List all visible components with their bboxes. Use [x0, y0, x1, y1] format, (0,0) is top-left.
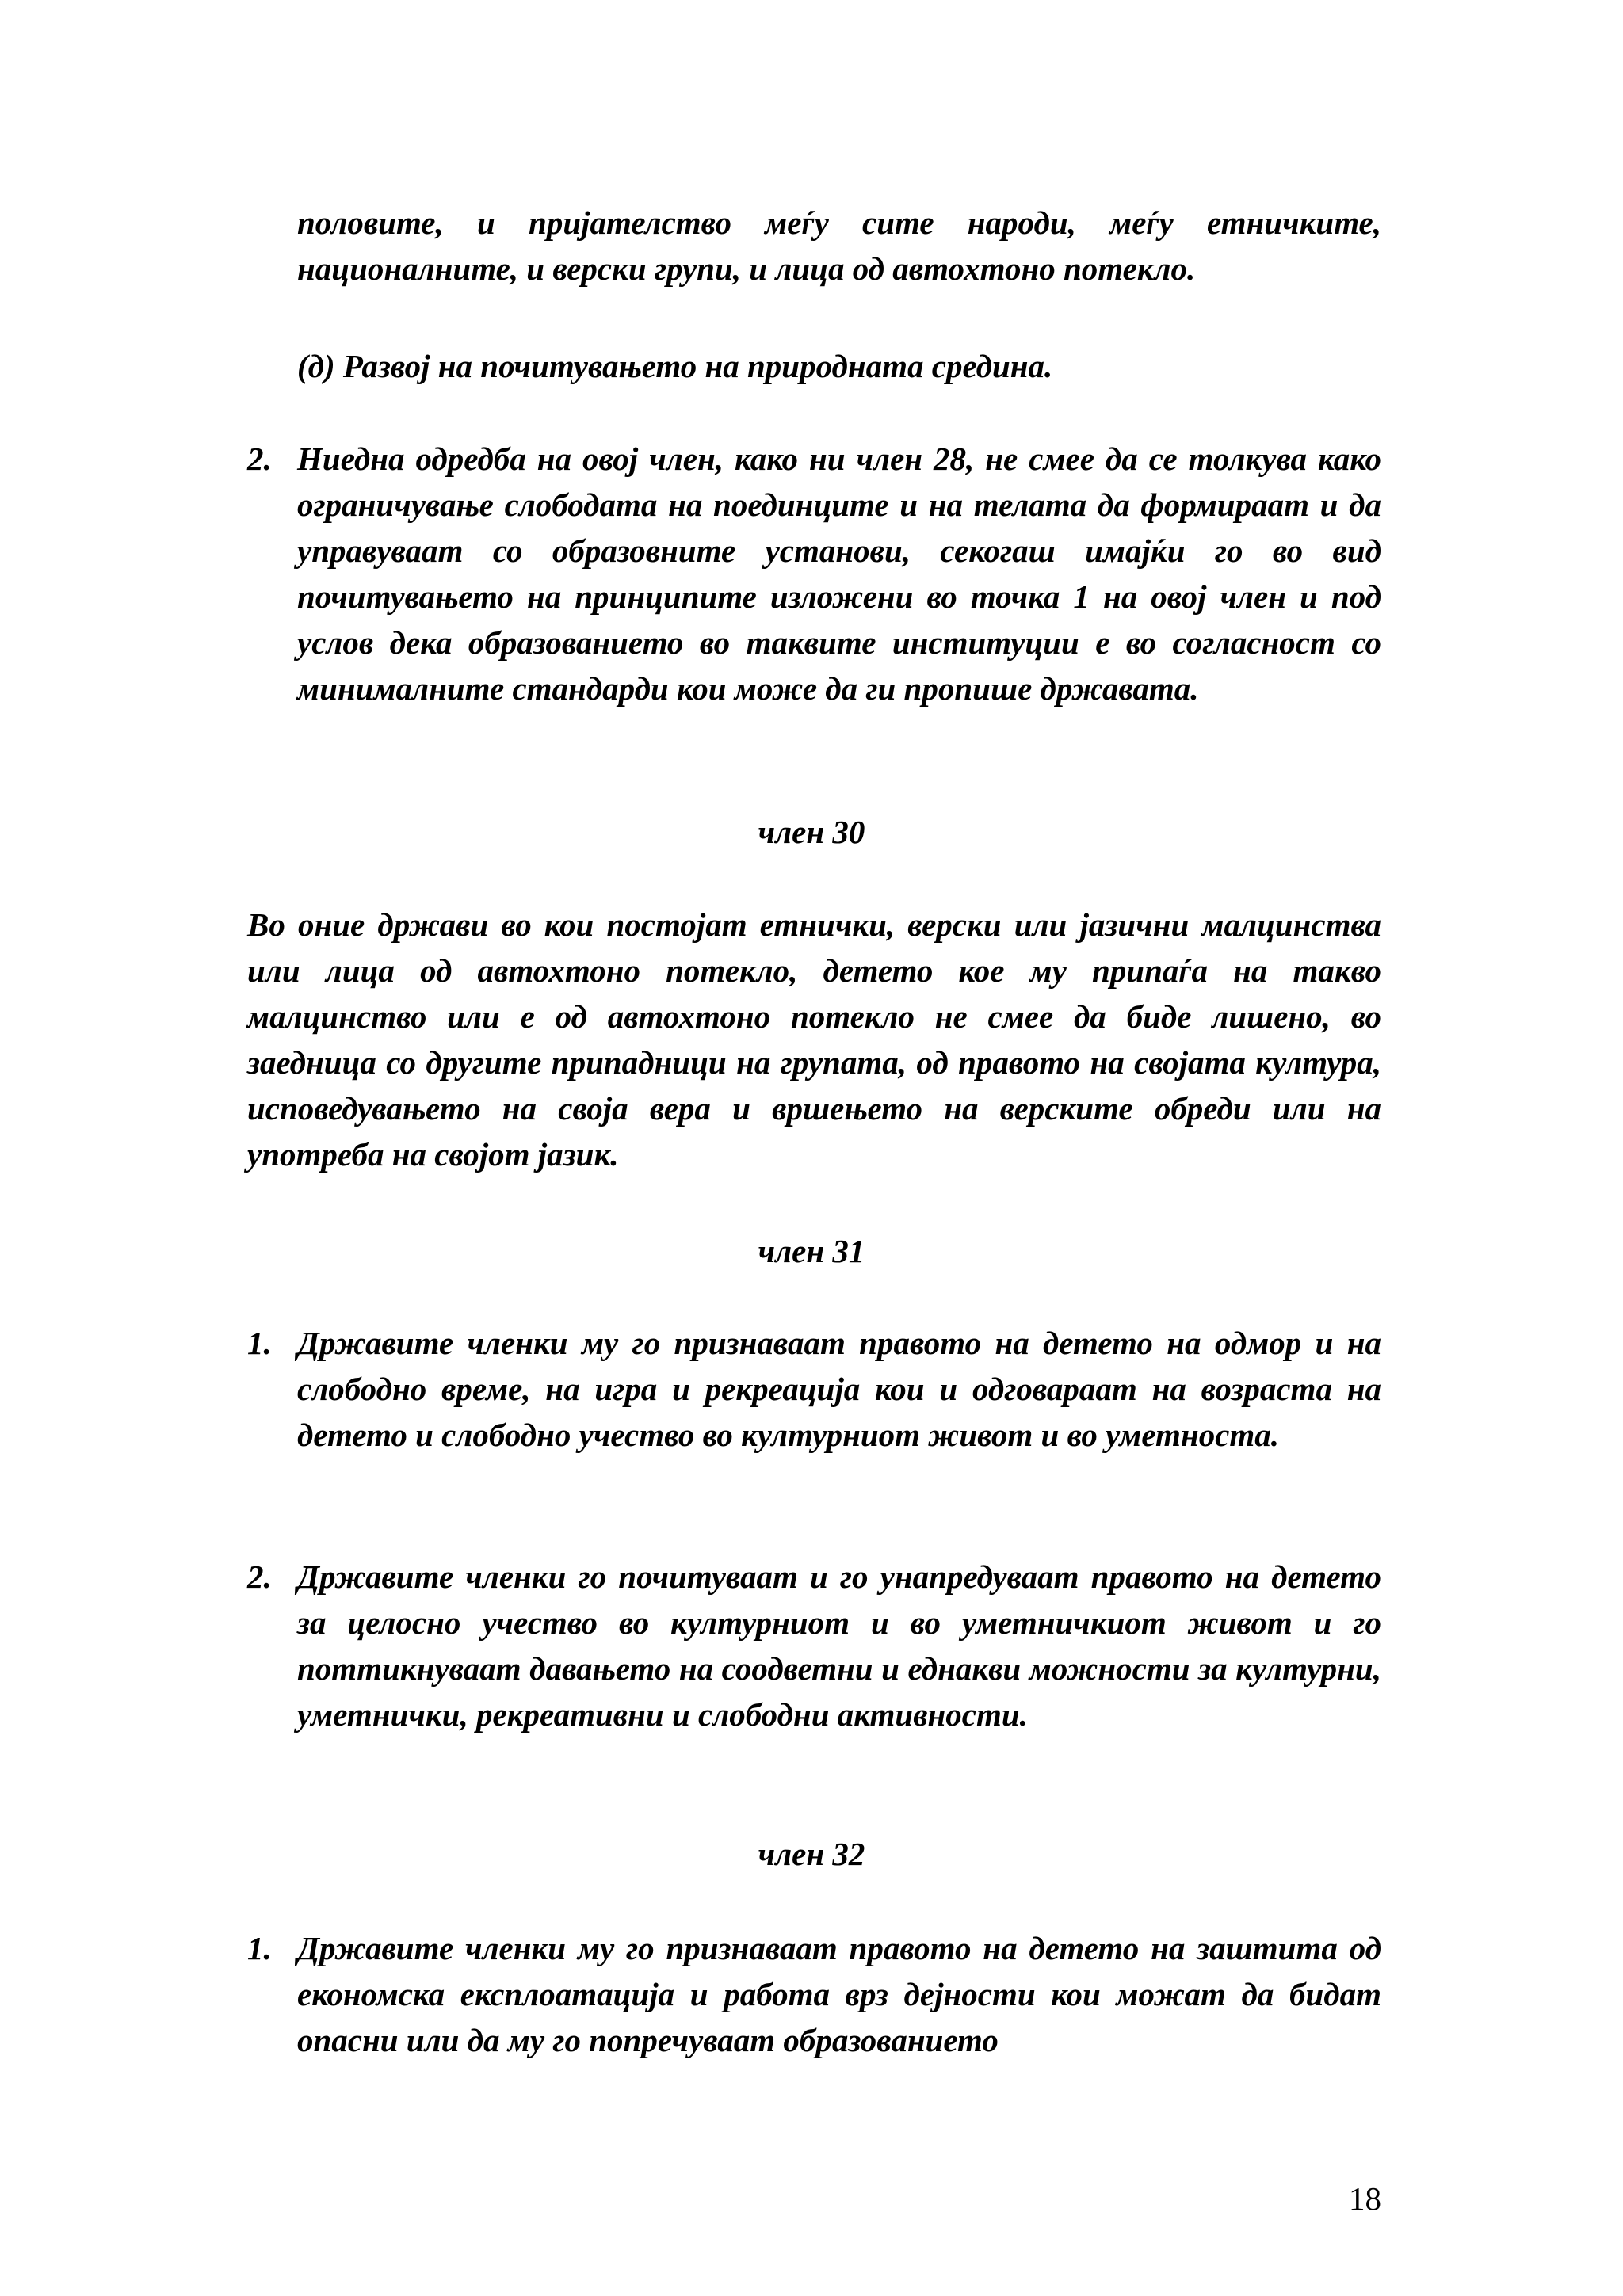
article-32-item-1 [247, 1925, 1381, 2063]
article-31-heading: член 31 [758, 1233, 865, 1269]
item-text: Државите членки му го признаваат правото на детето на одмор и на слободно време, на игра и рекреација кои и одговараат на возраста на детето и слободно учество во културниот живот и во уметноста. [297, 1325, 1381, 1453]
article-31-item-2 [247, 1554, 1381, 1737]
article-30-paragraph: Во оние држави во кои постојат етнички, верски или јазични малцинства или лица од автохтоно потекло, детето кое му припаѓа на такво малцинство или е од автохтоно потекло не смее да биде лишено, во заедница со другите припадници на групата, од правото на својата култура, исповедувањето на своја вера и вршењето на верските обреди или на употреба на својот јазик. [247, 906, 1381, 1173]
item-number: 2. [247, 441, 272, 477]
item-number: 1. [247, 1930, 272, 1966]
article-29-item-2 [247, 436, 1381, 711]
item-number: 2. [247, 1558, 272, 1595]
article-30-heading: член 30 [758, 814, 865, 850]
continuation-paragraph: половите, и пријателство меѓу сите народи, меѓу етничките, националните, и верски групи, и лица од автохтоно потекло. [297, 204, 1381, 287]
page-number: 18 [1349, 2180, 1381, 2217]
item-text: Државите членки го почитуваат и го унапредуваат правото на детето за целосно учество во културниот и во уметничкиот живот и го поттикнуваат давањето на соодветни и еднакви можности за културни, уметнички, рекреативни и слободни активности. [297, 1558, 1381, 1733]
article-32-heading: член 32 [758, 1836, 865, 1872]
item-text: Ниедна одредба на овој член, како ни член 28, не смее да се толкува како ограничување слободата на поединците и на телата да формираат и да управуваат со образовните установи, секогаш имајќи го во вид почитувањето на принципите изложени во точка 1 на овој член и под услов дека образованието во таквите институции е во согласност со минималните стандарди кои може да ги пропише државата. [297, 441, 1381, 707]
item-text: Државите членки му го признаваат правото на детето на заштита од економска експлоатација и работа врз дејности кои можат да бидат опасни или да му го попречуваат образованието [297, 1930, 1381, 2058]
item-number: 1. [247, 1325, 272, 1361]
item-d-paragraph: (д) Развој на почитувањето на природната средина. [297, 348, 1053, 384]
article-31-item-1 [247, 1320, 1381, 1458]
